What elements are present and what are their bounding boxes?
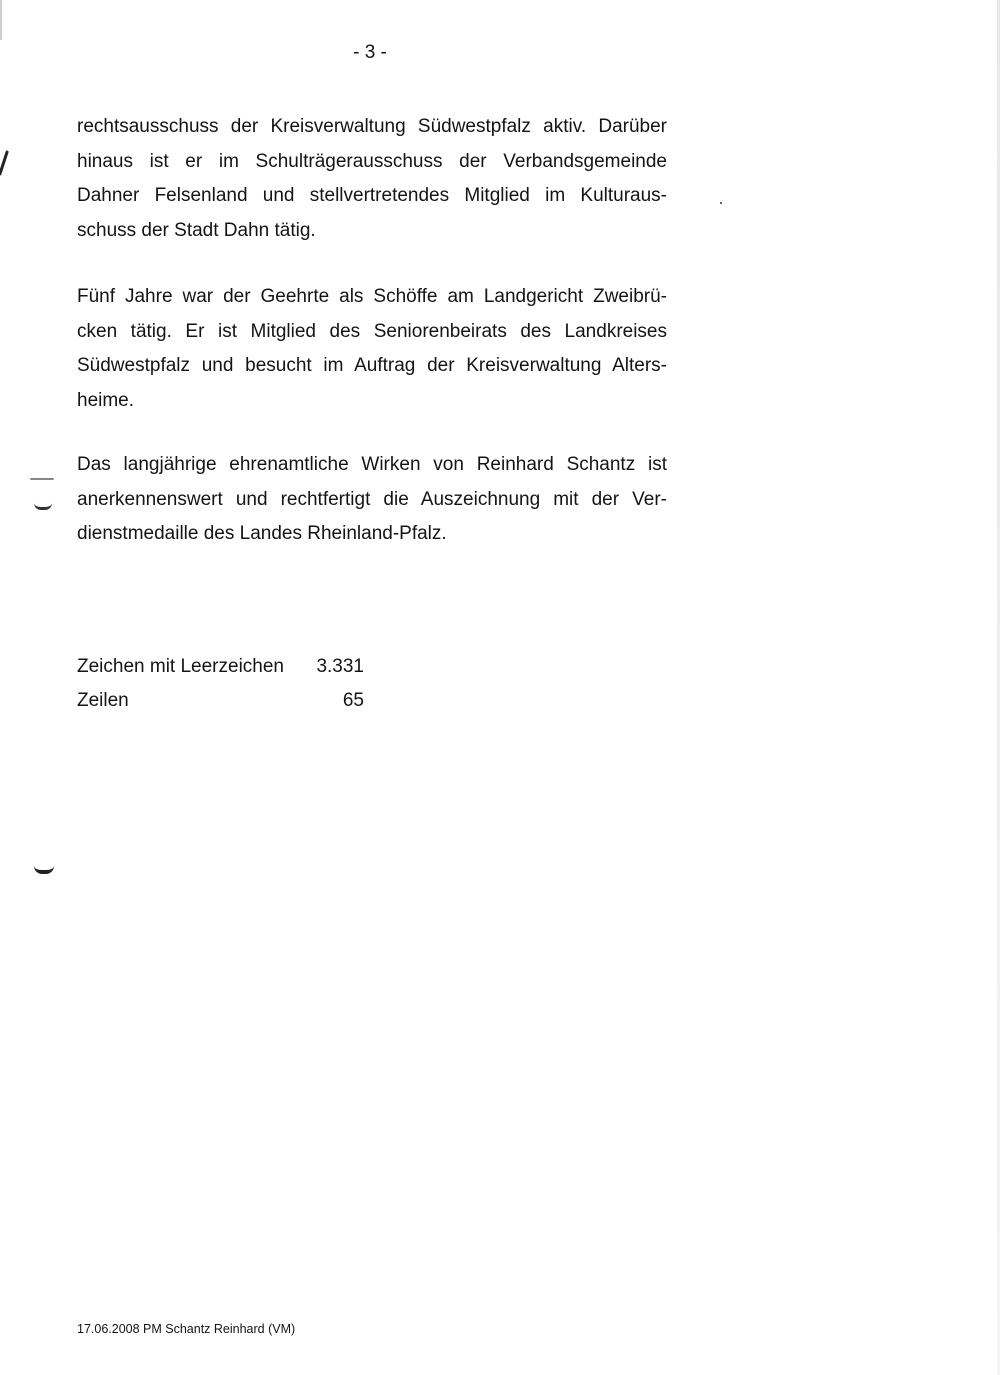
paragraph	[77, 110, 667, 248]
page-footer: 17.06.2008 PM Schantz Reinhard (VM)	[77, 1322, 296, 1336]
text-line: anerkennenswert und rechtfertigt die Auszeichnung mit der Ver-	[77, 488, 667, 510]
scan-artifact	[0, 0, 2, 40]
text-line: Südwestpfalz und besucht im Auftrag der Kreisverwaltung Alters-	[77, 355, 667, 376]
text-line: Das langjährige ehrenamtliche Wirken von Reinhard Schantz ist	[77, 454, 667, 475]
text-line: dienstmedaille des Landes Rheinland-Pfalz.	[77, 523, 447, 544]
document-stats	[77, 650, 364, 718]
scan-artifact	[30, 478, 54, 480]
text-line: heime.	[77, 389, 135, 411]
paragraph	[77, 280, 667, 418]
page-number: - 3 -	[353, 42, 387, 63]
stat-row-characters	[77, 650, 364, 684]
text-line: Fünf Jahre war der Geehrte als Schöffe am Landgericht Zweibrü-	[77, 286, 667, 307]
stat-row-lines	[77, 684, 364, 718]
stat-value: 3.331	[316, 656, 364, 677]
stat-value: 65	[342, 690, 364, 711]
text-line: rechtsausschuss der Kreisverwaltung Südwestpfalz aktiv. Darüber	[77, 116, 667, 137]
scan-artifact	[34, 866, 54, 874]
stat-label: Zeichen mit Leerzeichen	[77, 656, 284, 677]
text-line: cken tätig. Er ist Mitglied des Seniorenbeirats des Landkreises	[77, 320, 667, 342]
scan-artifact	[720, 202, 722, 204]
paragraph	[77, 448, 667, 552]
text-line: schuss der Stadt Dahn tätig.	[77, 219, 316, 241]
scan-artifact	[34, 503, 52, 510]
text-line: hinaus ist er im Schulträgerausschuss der Verbandsgemeinde	[77, 150, 667, 172]
text-line: Dahner Felsenland und stellvertretendes Mitglied im Kulturaus-	[77, 185, 667, 206]
scan-artifact	[0, 150, 9, 176]
stat-label: Zeilen	[77, 690, 129, 711]
